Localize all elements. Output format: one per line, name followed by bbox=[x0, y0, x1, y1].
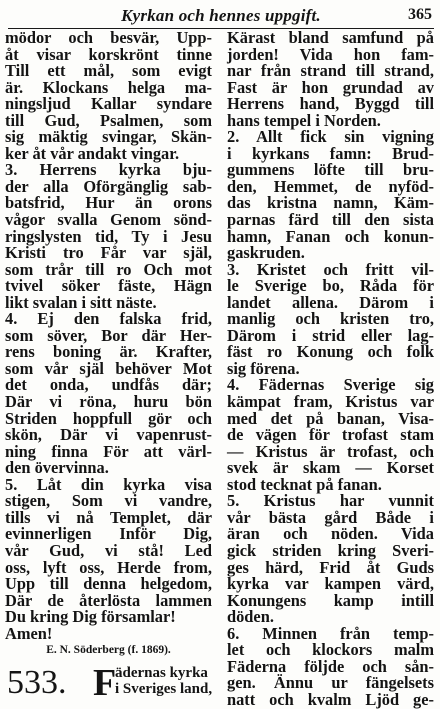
text-line: parnas färd till den sista bbox=[227, 210, 434, 230]
text-line: sig förena. bbox=[227, 358, 300, 378]
text-line: der alla Oförgänglig sab- bbox=[5, 176, 212, 196]
text-line: evinnerligen Inför Dig, bbox=[5, 524, 212, 544]
text-line: gummens löfte till bru- bbox=[227, 160, 434, 180]
text-line: gen. Ännu ur fängelsets bbox=[227, 673, 434, 693]
text-line: Där de återlösta lammen bbox=[5, 590, 212, 610]
text-line: åt visar korskrönt tinne bbox=[5, 44, 212, 64]
text-line: natt och kvalm Ljöd ge- bbox=[227, 689, 434, 709]
text-line: Striden hoppfull gör och bbox=[5, 408, 212, 428]
right-column bbox=[227, 30, 434, 708]
text-line: Amen! bbox=[5, 623, 53, 643]
text-line: 5. Låt din kyrka visa bbox=[5, 474, 212, 494]
text-line: oss, lyft oss, Herde from, bbox=[5, 557, 212, 577]
text-line: vår bästa gård Både i bbox=[227, 507, 434, 527]
text-line: är. Klockans helga ma- bbox=[5, 77, 212, 97]
text-line: Konungens kamp intill bbox=[227, 590, 434, 610]
hymn-number: 533. bbox=[7, 663, 67, 701]
text-line: kämpat fram, Kristus var bbox=[227, 392, 434, 412]
text-line: sig mäktig svingar, Skän- bbox=[5, 127, 212, 147]
text-line: Fäderna följde och sån- bbox=[227, 656, 434, 676]
text-line: jorden! Vida hon fam- bbox=[227, 44, 434, 64]
hymn-first-line-part-2: i Sveriges land, bbox=[115, 680, 213, 697]
text-line: hans tempel i Norden. bbox=[227, 110, 381, 130]
text-line: 4. Ej den falska frid, bbox=[5, 309, 212, 329]
text-line: gaskruden. bbox=[227, 243, 305, 263]
text-line: ringslysten tid, Ty i Jesu bbox=[5, 226, 212, 246]
text-line: 5. Kristus har vunnit bbox=[227, 491, 434, 511]
hymn-first-line bbox=[115, 665, 213, 697]
text-line: ker åt vår andakt vingar. bbox=[5, 143, 180, 163]
text-line: 3. Kristet och fritt vil- bbox=[227, 259, 434, 279]
text-line: Du kring Dig församlar! bbox=[5, 607, 176, 627]
text-line: som vår själ behöver Mot bbox=[5, 358, 212, 378]
text-line: ning finna För att värl- bbox=[5, 441, 212, 461]
text-line: tvivel söker fäste, Hägn bbox=[5, 276, 212, 296]
text-line: Där vi röna, huru bön bbox=[5, 392, 212, 412]
text-line: i kyrkans famn: Brud- bbox=[227, 143, 434, 163]
text-line: mödor och besvär, Upp- bbox=[5, 28, 212, 47]
text-line: kyrka var kampen värd, bbox=[227, 574, 434, 594]
text-line: med det på banan, Visa- bbox=[227, 408, 434, 428]
text-line: som trår till ro Och mot bbox=[5, 259, 212, 279]
text-line: Fast är hon grundad av bbox=[227, 77, 434, 97]
text-line: de vägen för trofast stam bbox=[227, 425, 434, 445]
page-header bbox=[8, 6, 434, 29]
text-line: Kristi tro Får var själ, bbox=[5, 243, 212, 263]
text-line: likt svalan i sitt näste. bbox=[5, 292, 157, 312]
text-line: batsfrid, Hur än orons bbox=[5, 193, 212, 213]
text-line: Till ett mål, som evigt bbox=[5, 61, 212, 81]
text-line: 3. Herrens kyrka bju- bbox=[5, 160, 212, 180]
text-line: — Kristus är trofast, och bbox=[227, 441, 434, 461]
text-line: rens boning är. Krafter, bbox=[5, 342, 212, 362]
text-line: landet allena. Därom i bbox=[227, 292, 434, 312]
text-line: nar från strand till strand, bbox=[227, 61, 434, 81]
text-line: manlig och kristen tro, bbox=[227, 309, 434, 329]
text-line: till Gud, Psalmen, som bbox=[5, 110, 212, 130]
text-line: stod tecknat på fanan. bbox=[227, 474, 382, 494]
next-hymn-heading bbox=[5, 663, 212, 707]
hymn-first-line-part-1: ädernas kyrka bbox=[115, 664, 208, 681]
text-line: Herrens hand, Byggd till bbox=[227, 94, 434, 114]
running-title: Kyrkan och hennes uppgift. bbox=[121, 6, 321, 25]
text-line: ningsljud Kallar syndare bbox=[5, 94, 212, 114]
text-line: vågor svalla Genom sönd- bbox=[5, 210, 212, 230]
text-line: tills vi nå Templet, där bbox=[5, 507, 212, 527]
text-line: Upp till denna helgedom, bbox=[5, 574, 212, 594]
text-line: ges härd, Frid åt Guds bbox=[227, 557, 434, 577]
text-line: Därom i strid eller lag- bbox=[227, 325, 434, 345]
text-line: stigen, Som vi vandre, bbox=[5, 491, 212, 511]
hymn-author-credit: E. N. Söderberg (f. 1869). bbox=[46, 644, 171, 657]
text-line: skön, Där vi vapenrust- bbox=[5, 425, 212, 445]
text-line: vår Gud, vi stå! Led bbox=[5, 540, 212, 560]
text-line: den, Hemmet, de nyföd- bbox=[227, 176, 434, 196]
text-line: hamn, Fanan och konun- bbox=[227, 226, 434, 246]
text-line: 4. Fädernas Sverige sig bbox=[227, 375, 434, 395]
text-line: das kristna namn, Käm- bbox=[227, 193, 434, 213]
drop-cap-initial: F bbox=[93, 661, 117, 704]
text-line: som söver, Bor där Her- bbox=[5, 325, 212, 345]
text-line: gick striden kring Sveri- bbox=[227, 540, 434, 560]
text-line: äran och nöden. Vida bbox=[227, 524, 434, 544]
page-number: 365 bbox=[408, 6, 432, 23]
text-line: den övervinna. bbox=[5, 458, 109, 478]
text-line: 2. Allt fick sin vigning bbox=[227, 127, 434, 147]
text-line: let och klockors malm bbox=[227, 640, 434, 660]
text-line: Kärast bland samfund på bbox=[227, 28, 434, 47]
left-column bbox=[5, 30, 212, 707]
text-line: svek är skam — Korset bbox=[227, 458, 434, 478]
text-line: 6. Minnen från temp- bbox=[227, 623, 434, 643]
text-line: det onda, undfås där; bbox=[5, 375, 212, 395]
text-line: le Sverige bo, Råda för bbox=[227, 276, 434, 296]
text-line: fäst ro Konung och folk bbox=[227, 342, 434, 362]
text-line: döden. bbox=[227, 607, 274, 627]
